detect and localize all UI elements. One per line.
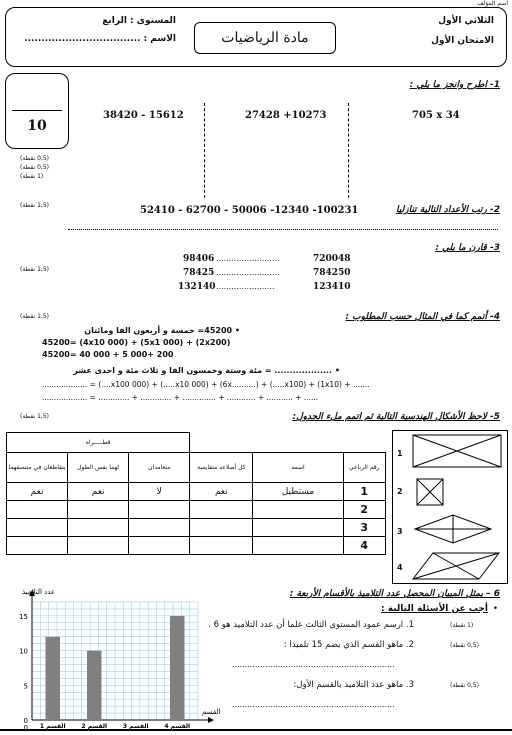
- ex2-answer-line[interactable]: [68, 229, 498, 230]
- th-name: اسمه: [253, 453, 343, 483]
- ex2-title: 2- رتب الأعداد التالية تنازليا: [396, 205, 500, 215]
- points-4: (1,5 نقطة): [20, 313, 49, 320]
- origin-label: 0: [23, 724, 28, 730]
- ex1-op-sub: 38420 - 15612: [103, 110, 184, 121]
- th-intersect-mid: يتقاطعان في منتصفهما: [7, 453, 68, 483]
- cell: لا: [129, 483, 190, 501]
- parallelogram-shape: [413, 553, 499, 579]
- x-axis-label: القسم: [202, 708, 221, 716]
- ex1-op-add: 27428 +10273: [245, 110, 327, 121]
- x-axis-arrow: [208, 717, 214, 723]
- ex6-question-3: 3. ماهو عدد التلاميذ بالقسم الأول:: [293, 680, 414, 690]
- th-equal-sides: كل أضلاعه متقايسة: [190, 453, 253, 483]
- th-number: رقم الرباعي: [343, 453, 385, 483]
- rectangle-shape: [413, 435, 501, 467]
- ex4-line1: • 45200= خمسة و أربعون الفا ومائتان: [84, 326, 240, 335]
- shape-number-1: 1: [397, 449, 403, 458]
- ex3-row3-dots[interactable]: .......................: [216, 282, 275, 291]
- cell[interactable]: [190, 501, 253, 519]
- points-5: (1,5 نقطة): [20, 413, 49, 420]
- cell: 2: [343, 501, 385, 519]
- subject-title-box: [194, 22, 336, 54]
- ex4-line4[interactable]: • ................... = مئة وستة وخمسون الفا و ثلاث مئة و احدى عشر: [73, 366, 340, 375]
- cell[interactable]: [253, 501, 343, 519]
- table-row: [7, 501, 386, 519]
- student-name-field[interactable]: الاسم : ..................................: [24, 34, 176, 44]
- table-row: [7, 519, 386, 537]
- cell: مستطيل: [253, 483, 343, 501]
- quadrilateral-shapes: [393, 431, 507, 583]
- points-6a: (1 نقطة): [450, 622, 474, 629]
- y-axis-label: عدد التلاميذ: [22, 588, 56, 596]
- bar: [170, 616, 185, 720]
- cell: 3: [343, 519, 385, 537]
- ex6-question-2: 2. ماهو القسم الذي يضم 15 تلميذا :: [283, 640, 414, 650]
- points-6c: (0,5 نقطة): [450, 682, 479, 689]
- points-1c: (1 نقطة): [20, 173, 44, 180]
- points-2: (1,5 نقطة): [20, 202, 49, 209]
- th-perpendicular: متعامدان: [129, 453, 190, 483]
- page-bottom-border: [0, 729, 512, 731]
- points-1a: (0,5 نقطة): [20, 155, 49, 162]
- y-tick-label: 0: [23, 717, 28, 725]
- ex3-row2-right: 784250: [313, 268, 351, 278]
- bar: [45, 637, 60, 720]
- cell[interactable]: [129, 519, 190, 537]
- ex4-line5[interactable]: ................... = (....x100 000) + (.....x10 000) + (6x..........) + (.....x100) + (1x10) + .......: [42, 380, 370, 389]
- level-label: المستوى : الرابع: [102, 16, 176, 26]
- shape-number-2: 2: [397, 487, 403, 496]
- x-tick-label: القسم 1: [39, 723, 66, 730]
- exam-label: الامتحان الأول: [431, 36, 494, 46]
- rhombus-shape: [415, 515, 491, 543]
- y-tick-label: 15: [19, 612, 28, 621]
- cell[interactable]: [68, 501, 129, 519]
- ex6-answer-line-3[interactable]: ................................................................: [232, 700, 395, 709]
- table-group-header: قطـــــراه: [7, 433, 190, 453]
- ex5-title: 5- لاحظ الأشكال الهندسية التالية ثم اتمم ملء الجدول:: [292, 412, 500, 422]
- bar: [87, 651, 102, 720]
- shape-number-4: 4: [397, 563, 403, 572]
- cell[interactable]: [129, 501, 190, 519]
- cell: نعم: [190, 483, 253, 501]
- score-box: [5, 73, 69, 149]
- ex3-row1-dots[interactable]: .........................: [216, 254, 280, 263]
- ex1-title: 1- اطرح وانجز ما يلي :: [409, 80, 500, 90]
- shape-number-3: 3: [397, 527, 403, 536]
- score-divider: [12, 110, 62, 111]
- y-tick-label: 5: [23, 682, 28, 691]
- score-total: 10: [27, 118, 47, 134]
- points-1b: (0,5 نقطة): [20, 164, 49, 171]
- ex3-row3-right: 123410: [313, 282, 351, 292]
- x-tick-label: القسم 4: [164, 723, 191, 730]
- header-frame: [5, 7, 507, 67]
- cell: 4: [343, 537, 385, 555]
- cell: نعم: [68, 483, 129, 501]
- cell[interactable]: [7, 537, 68, 555]
- bullet-icon: •: [492, 604, 498, 614]
- shapes-panel: [392, 430, 508, 584]
- cell[interactable]: [68, 537, 129, 555]
- x-tick-label: القسم 2: [81, 723, 108, 730]
- points-6b: (0,5 نقطة): [450, 642, 479, 649]
- cell: نعم: [7, 483, 68, 501]
- points-3: (1,5 نقطة): [20, 266, 49, 273]
- ex3-row1-left: 98406: [183, 254, 215, 264]
- ex3-row2-left: 78425: [183, 268, 215, 278]
- ex4-title: 4- أتمم كما في المثال حسب المطلوب :: [345, 312, 500, 322]
- ex4-line6[interactable]: ................... = ............. + ............. + .............. + ............ + ........... + ......: [42, 393, 319, 402]
- y-tick-label: 10: [19, 647, 28, 656]
- cell[interactable]: [7, 519, 68, 537]
- x-tick-label: القسم 3: [122, 723, 149, 730]
- ex3-row1-right: 720048: [313, 254, 351, 264]
- cell[interactable]: [190, 537, 253, 555]
- ex2-numbers: 52410 - 62700 - 50006 -12340 -100231: [140, 205, 359, 216]
- students-bar-chart: [4, 584, 226, 730]
- cell[interactable]: [129, 537, 190, 555]
- cell[interactable]: [190, 519, 253, 537]
- ex1-op-mul: 705 x 34: [412, 110, 460, 121]
- cell[interactable]: [253, 537, 343, 555]
- ex6-subtitle: أجب عن الأسئلة التالية :: [381, 604, 488, 614]
- table-row: [7, 537, 386, 555]
- th-same-length: لهما نفس الطول: [68, 453, 129, 483]
- ex6-answer-line-2[interactable]: ................................................................: [232, 660, 395, 669]
- cell: 1: [343, 483, 385, 501]
- cell[interactable]: [7, 501, 68, 519]
- subject-title: مادة الرياضيات: [221, 30, 309, 46]
- cell[interactable]: [68, 519, 129, 537]
- ex3-row3-left: 132140: [178, 282, 216, 292]
- table-row: [7, 483, 386, 501]
- quadrilateral-table: [6, 432, 386, 555]
- corner-note: اسم المؤلف: [477, 0, 508, 7]
- trimester-label: الثلاثي الأول: [438, 16, 494, 26]
- ex3-title: 3- قارن ما يلي :: [435, 243, 500, 253]
- ex1-separator-right: [348, 103, 349, 198]
- ex1-separator-left: [204, 103, 205, 198]
- cell[interactable]: [253, 519, 343, 537]
- ex4-line3: 45200= 40 000 + 5 000+ 200: [42, 350, 174, 359]
- ex3-row2-dots[interactable]: .........................: [216, 268, 280, 277]
- square-shape: [417, 479, 443, 505]
- ex4-line2: 45200= (4x10 000) + (5x1 000) + (2x200): [42, 338, 231, 347]
- ex6-question-1: 1. ارسم عمود المستوى الثالث علما أن عدد التلاميذ هو 6 .: [208, 620, 414, 630]
- ex6-title: 6 – يمثل المبيان المحصل عدد التلاميذ بالأقسام الأربعة :: [289, 589, 500, 599]
